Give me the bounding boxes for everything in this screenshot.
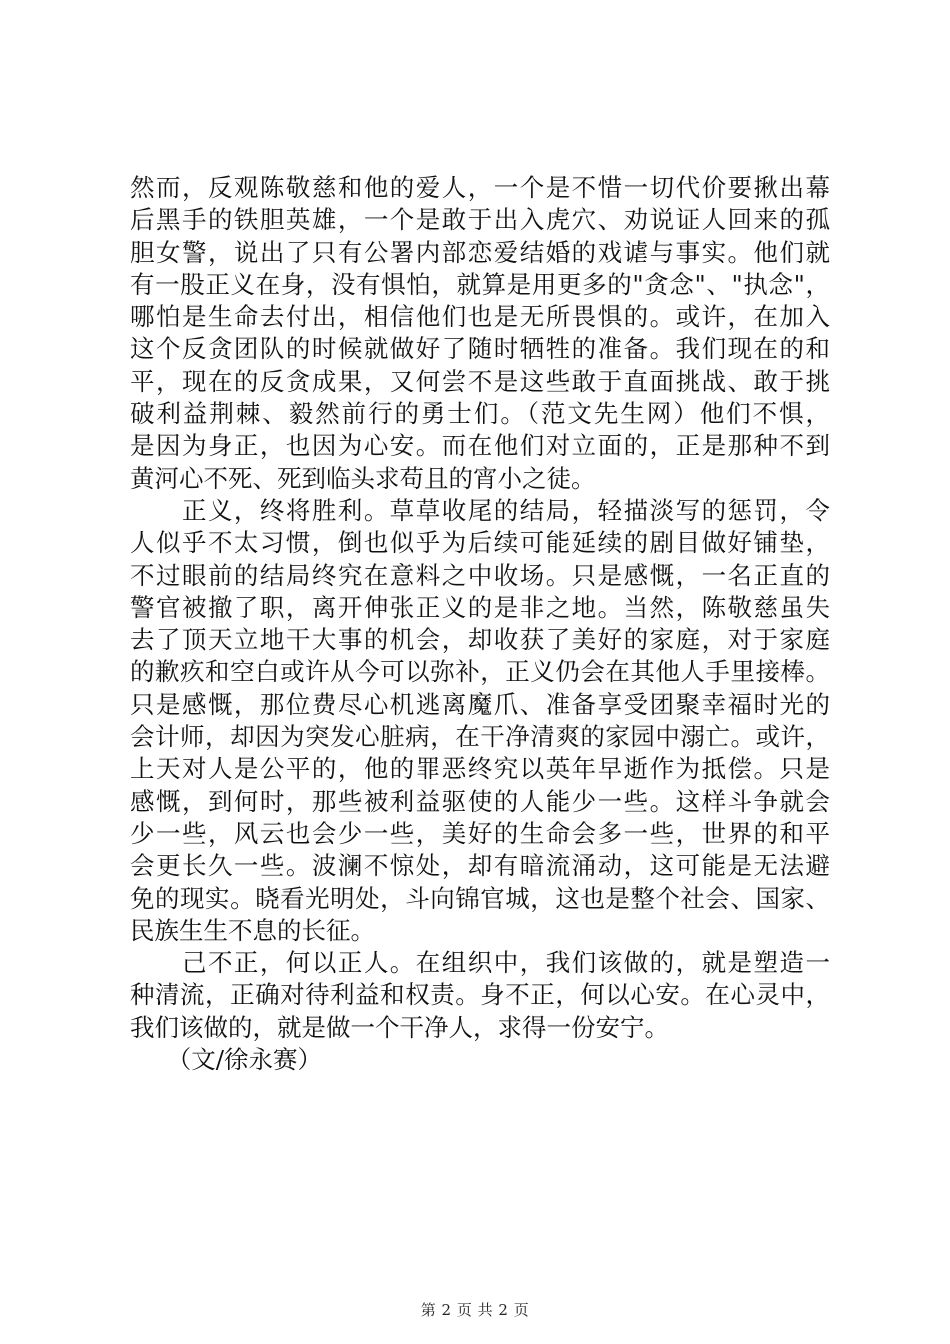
text-line: 会更长久一些。波澜不惊处，却有暗流涌动，这可能是无法避 bbox=[130, 851, 830, 881]
text-line: 有一股正义在身，没有惧怕，就算是用更多的"贪念"、"执念"， bbox=[130, 269, 830, 299]
article-body bbox=[130, 172, 830, 1076]
text-line: 警官被撤了职，离开伸张正义的是非之地。当然，陈敬慈虽失 bbox=[130, 592, 830, 622]
text-line: 胆女警，说出了只有公署内部恋爱结婚的戏谑与事实。他们就 bbox=[130, 237, 830, 267]
paragraph-1 bbox=[130, 172, 830, 495]
text-line: 少一些，风云也会少一些，美好的生命会多一些，世界的和平 bbox=[130, 818, 830, 848]
text-line: 平，现在的反贪成果，又何尝不是这些敢于直面挑战、敢于挑 bbox=[130, 366, 830, 396]
text-line: 免的现实。晓看光明处，斗向锦官城，这也是整个社会、国家、 bbox=[130, 883, 830, 913]
text-line: 只是感慨，那位费尽心机逃离魔爪、准备享受团聚幸福时光的 bbox=[130, 689, 830, 719]
paragraph-3 bbox=[130, 947, 830, 1044]
text-line: 破利益荆棘、毅然前行的勇士们。（范文先生网）他们不惧， bbox=[130, 399, 830, 429]
text-line: 我们该做的，就是做一个干净人，求得一份安宁。 bbox=[130, 1012, 669, 1042]
text-line: 后黑手的铁胆英雄，一个是敢于出入虎穴、劝说证人回来的孤 bbox=[130, 205, 830, 235]
text-line: 会计师，却因为突发心脏病，在干净清爽的家园中溺亡。或许， bbox=[130, 722, 830, 752]
paragraph-2 bbox=[130, 495, 830, 947]
text-line: 正义，终将胜利。草草收尾的结局，轻描淡写的惩罚，令 bbox=[130, 495, 830, 525]
text-line: 哪怕是生命去付出，相信他们也是无所畏惧的。或许，在加入 bbox=[130, 302, 830, 332]
text-line: 民族生生不息的长征。 bbox=[130, 915, 375, 945]
text-line: 种清流，正确对待利益和权责。身不正，何以心安。在心灵中， bbox=[130, 980, 830, 1010]
text-line: 黄河心不死、死到临头求苟且的宵小之徒。 bbox=[130, 463, 596, 493]
text-line: （文/徐永赛） bbox=[130, 1045, 323, 1075]
text-line: 这个反贪团队的时候就做好了随时牺牲的准备。我们现在的和 bbox=[130, 334, 830, 364]
text-line: 上天对人是公平的，他的罪恶终究以英年早逝作为抵偿。只是 bbox=[130, 754, 830, 784]
text-line: 是因为身正，也因为心安。而在他们对立面的，正是那种不到 bbox=[130, 431, 830, 461]
page-number-footer: 第 2 页 共 2 页 bbox=[420, 1301, 530, 1319]
text-line: 不过眼前的结局终究在意料之中收场。只是感慨，一名正直的 bbox=[130, 560, 830, 590]
text-line: 然而，反观陈敬慈和他的爱人，一个是不惜一切代价要揪出幕 bbox=[130, 173, 830, 202]
text-line: 的歉疚和空白或许从今可以弥补，正义仍会在其他人手里接棒。 bbox=[130, 657, 830, 687]
text-line: 己不正，何以正人。在组织中，我们该做的，就是塑造一 bbox=[130, 948, 830, 978]
text-line: 人似乎不太习惯，倒也似乎为后续可能延续的剧目做好铺垫， bbox=[130, 528, 830, 558]
text-line: 感慨，到何时，那些被利益驱使的人能少一些。这样斗争就会 bbox=[130, 786, 830, 816]
author-credit bbox=[130, 1044, 830, 1076]
text-line: 去了顶天立地干大事的机会，却收获了美好的家庭，对于家庭 bbox=[130, 625, 830, 655]
